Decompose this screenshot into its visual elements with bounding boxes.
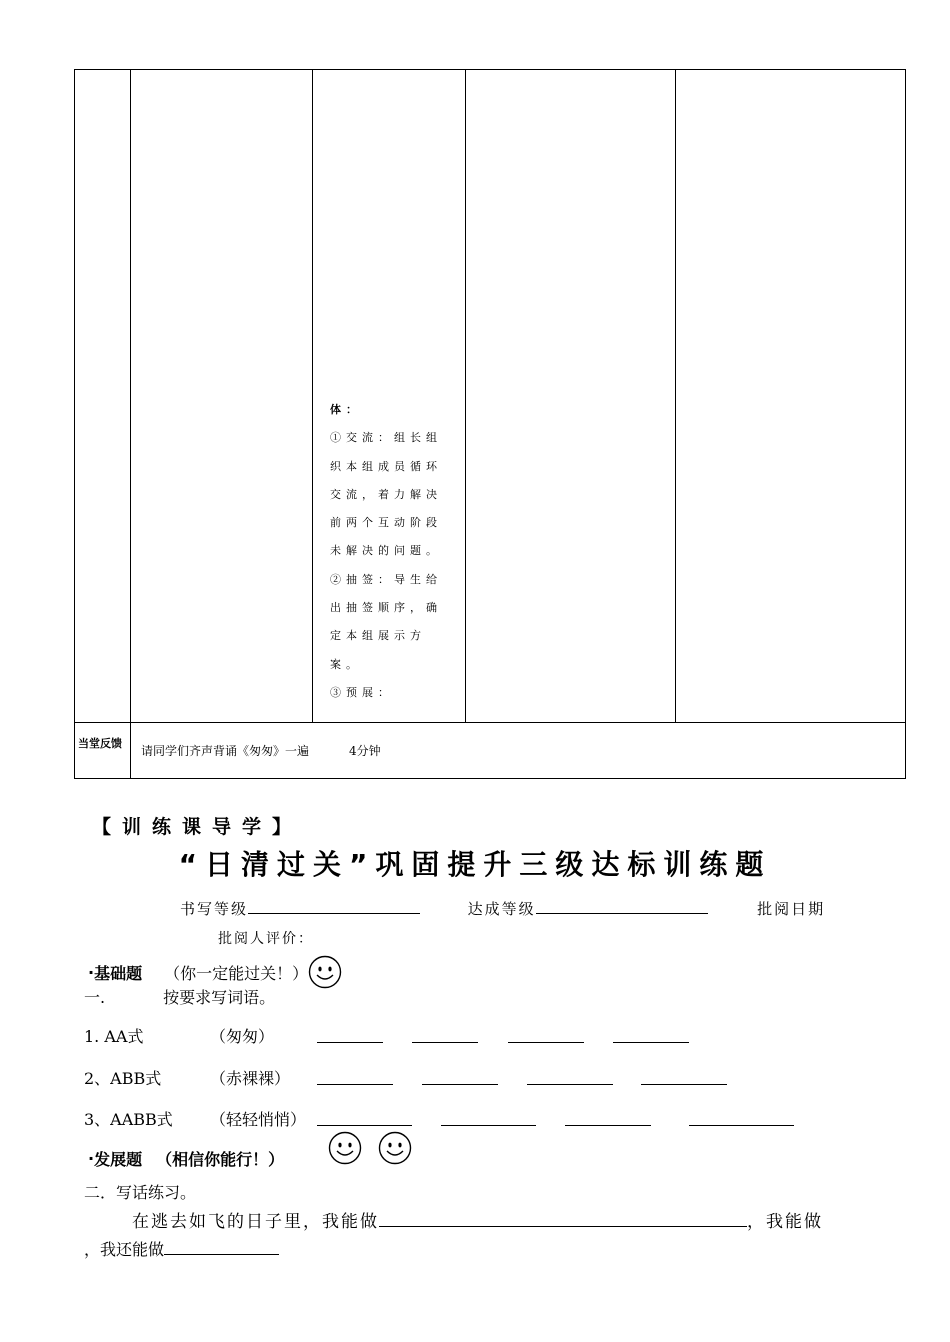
reviewer-comment-label: 批阅人评价：	[218, 931, 314, 947]
table-row-divider	[74, 722, 906, 723]
exercise-example: （匆匆）	[210, 1027, 275, 1046]
answer-blank[interactable]	[412, 1042, 478, 1043]
section-heading: 【训练课导学】	[92, 816, 303, 838]
answer-blank[interactable]	[441, 1125, 536, 1126]
answer-blank[interactable]	[508, 1042, 584, 1043]
answer-blank[interactable]	[422, 1084, 498, 1085]
table-column-divider	[312, 69, 313, 723]
smiley-icon	[328, 1131, 362, 1165]
table-cell-process	[330, 396, 452, 707]
develop-hint: （相信你能行！）	[156, 1150, 285, 1169]
exercise-row	[84, 1024, 274, 1047]
develop-title: 发展题	[94, 1150, 143, 1169]
review-date-label: 批阅日期	[757, 900, 826, 918]
feedback-content	[141, 742, 381, 759]
question-one	[84, 985, 275, 1008]
writing-prompt-end: ，我还能做	[84, 1240, 165, 1259]
table-column-divider	[465, 69, 466, 723]
writing-prompt-continued: ，我能做	[747, 1212, 823, 1232]
question-number: 一.	[84, 988, 106, 1007]
writing-blank[interactable]	[164, 1238, 279, 1255]
writing-grade-label: 书写等级	[180, 900, 249, 918]
exercise-label: 1. AA式	[84, 1027, 144, 1046]
cell-line: ③预展：	[330, 685, 394, 699]
writing-blank[interactable]	[379, 1209, 747, 1227]
exercise-label: 3、AABB式	[84, 1110, 173, 1129]
cell-line: ②抽签：导生给出抽签顺序，确定本组展示方案。	[330, 572, 442, 671]
writing-line-two	[84, 1237, 279, 1260]
exercise-example: （轻轻悄悄）	[210, 1110, 307, 1129]
exercise-label: 2、ABB式	[84, 1069, 162, 1088]
exercise-row	[84, 1066, 290, 1089]
answer-blank[interactable]	[317, 1042, 383, 1043]
cell-line: 体：	[330, 403, 362, 416]
feedback-text: 请同学们齐声背诵《匆匆》一遍	[141, 744, 310, 758]
basic-section-header	[88, 955, 342, 989]
answer-blank[interactable]	[641, 1084, 727, 1085]
exercise-row	[84, 1107, 306, 1130]
cell-line: ①交流：组长组织本组成员循环交流，着力解决前两个互动阶段未解决的问题。	[330, 431, 442, 558]
basic-title: 基础题	[94, 963, 143, 983]
answer-blank[interactable]	[527, 1084, 613, 1085]
answer-blank[interactable]	[317, 1084, 393, 1085]
bullet: ·	[88, 962, 95, 982]
basic-hint: （你一定能过关！）	[164, 963, 309, 983]
feedback-label: 当堂反馈	[78, 737, 122, 750]
exercise-example: （赤裸裸）	[210, 1069, 291, 1088]
answer-blank[interactable]	[613, 1042, 689, 1043]
question-two-title: 二．写话练习。	[84, 1183, 197, 1202]
feedback-time: 4分钟	[349, 744, 381, 758]
table-column-divider	[130, 69, 131, 723]
question-text: 按要求写词语。	[163, 988, 276, 1007]
answer-blank[interactable]	[565, 1125, 651, 1126]
writing-line-one	[132, 1207, 823, 1232]
develop-section-header	[88, 1147, 284, 1170]
bullet: ·	[88, 1149, 95, 1168]
smiley-icon	[308, 955, 342, 989]
smiley-icon	[378, 1131, 412, 1165]
grade-row	[180, 897, 825, 919]
writing-grade-blank[interactable]	[248, 897, 420, 914]
writing-prompt: 在逃去如飞的日子里，我能做	[132, 1212, 379, 1232]
achievement-grade-label: 达成等级	[467, 900, 536, 918]
achievement-grade-blank[interactable]	[536, 897, 708, 914]
answer-blank[interactable]	[317, 1125, 412, 1126]
page-title: “日清过关”巩固提升三级达标训练题	[178, 848, 772, 881]
answer-blank[interactable]	[689, 1125, 794, 1126]
feedback-column-divider	[130, 722, 131, 779]
lesson-table	[74, 69, 906, 779]
table-column-divider	[675, 69, 676, 723]
